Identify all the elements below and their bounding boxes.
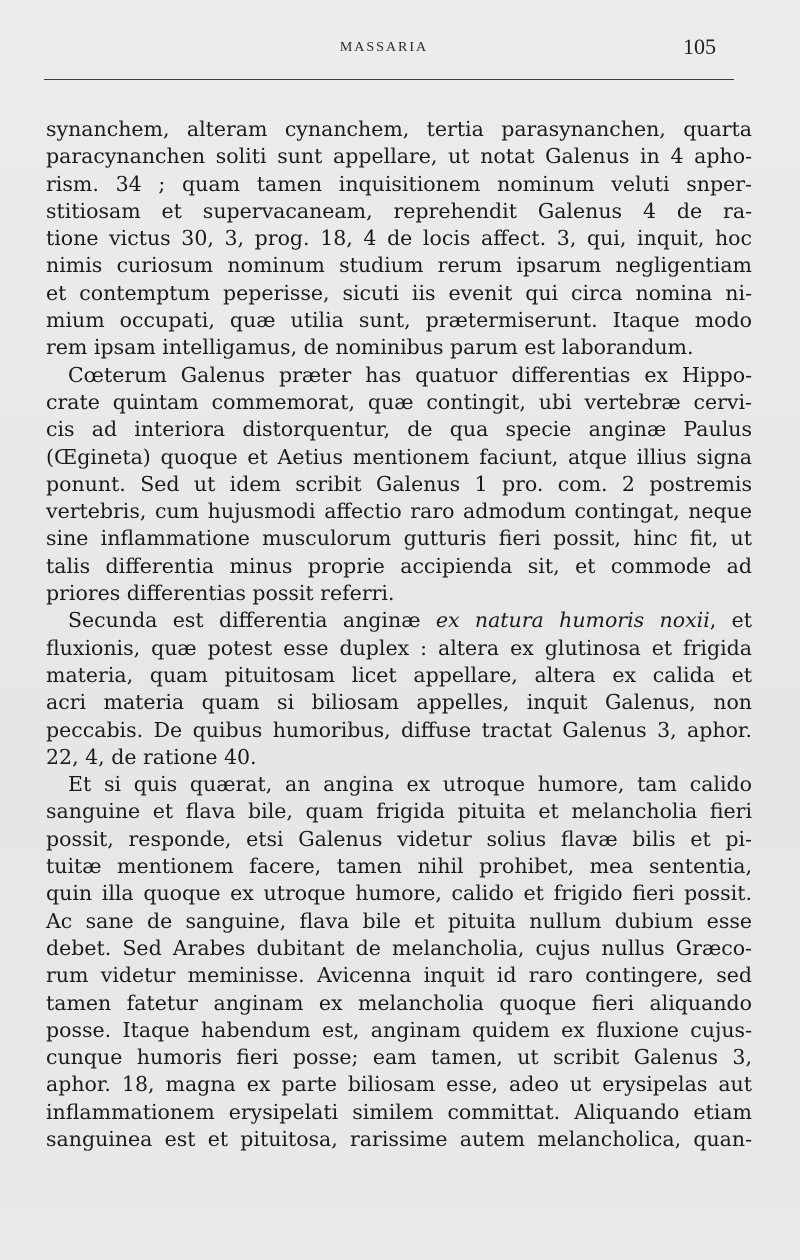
text-line: Cœterum Galenus præter has quatuor differentias ex Hippo- <box>68 362 752 387</box>
text-line: stitiosam et supervacaneam, reprehendit Galenus 4 de ra- <box>46 198 752 223</box>
body-text <box>46 116 752 1153</box>
text-line: priores differentias possit referri. <box>46 581 395 606</box>
text-line: cunque humoris fieri posse; eam tamen, ut scribit Galenus 3, <box>46 1045 752 1070</box>
text-line: quin illa quoque ex utroque humore, calido et frigido fieri possit. <box>46 881 752 906</box>
header-rule <box>44 79 734 80</box>
text-line: possit, responde, etsi Galenus videtur solius flavæ bilis et pi- <box>46 826 752 851</box>
text-line: materia, quam pituitosam licet appellare, altera ex calida et <box>46 662 752 687</box>
text-line: vertebris, cum hujusmodi affectio raro admodum contingat, neque <box>46 499 752 524</box>
text-line: rem ipsam intelligamus, de nominibus parum est laborandum. <box>46 335 694 360</box>
text-line: acri materia quam si biliosam appelles, inquit Galenus, non <box>46 690 752 715</box>
text-segment: Secunda est differentia anginæ <box>68 608 436 633</box>
text-line: debet. Sed Arabes dubitant de melancholia, cujus nullus Græco- <box>46 935 752 960</box>
text-line: 22, 4, de ratione 40. <box>46 744 257 769</box>
text-line: et contemptum peperisse, sicuti iis evenit qui circa nomina ni- <box>46 280 752 305</box>
text-line: Ac sane de sanguine, flava bile et pituita nullum dubium esse <box>46 908 752 933</box>
text-line: paracynanchen soliti sunt appellare, ut notat Galenus in 4 apho- <box>46 144 752 169</box>
text-line: mium occupati, quæ utilia sunt, prætermiserunt. Itaque modo <box>46 308 752 333</box>
text-line: posse. Itaque habendum est, anginam quidem ex fluxione cujus- <box>46 1017 752 1042</box>
text-line <box>46 607 752 634</box>
text-line: tamen fatetur anginam ex melancholia quoque fieri aliquando <box>46 990 752 1015</box>
text-line: inflammationem erysipelati similem committat. Aliquando etiam <box>46 1099 752 1124</box>
text-line: nimis curiosum nominum studium rerum ipsarum negligentiam <box>46 253 752 278</box>
text-line: sine inflammatione musculorum gutturis fieri possit, hinc fit, ut <box>46 526 752 551</box>
italic-segment: ex natura humoris noxii <box>435 608 710 633</box>
text-line: sanguinea est et pituitosa, rarissime autem melancholica, quan- <box>46 1126 752 1151</box>
running-head <box>44 34 724 64</box>
text-line: tuitæ mentionem facere, tamen nihil prohibet, mea sententia, <box>46 854 752 879</box>
running-title: MASSARIA <box>339 40 429 55</box>
text-line: crate quintam commemorat, quæ contingit, ubi vertebræ cervi- <box>46 389 752 414</box>
text-line: talis differentia minus proprie accipienda sit, et commode ad <box>46 553 752 578</box>
text-line: Et si quis quærat, an angina ex utroque humore, tam calido <box>68 772 752 797</box>
text-line: ponunt. Sed ut idem scribit Galenus 1 pro. com. 2 postremis <box>46 471 752 496</box>
text-line: cis ad interiora distorquentur, de qua specie anginæ Paulus <box>46 417 752 442</box>
text-line: rism. 34 ; quam tamen inquisitionem nominum veluti snper- <box>46 171 752 196</box>
text-line: tione victus 30, 3, prog. 18, 4 de locis affect. 3, qui, inquit, hoc <box>46 226 752 251</box>
text-line: aphor. 18, magna ex parte biliosam esse, adeo ut erysipelas aut <box>46 1072 752 1097</box>
text-line: peccabis. De quibus humoribus, diffuse tractat Galenus 3, aphor. <box>46 717 752 742</box>
text-line: synanchem, alteram cynanchem, tertia parasynanchen, quarta <box>46 117 752 141</box>
text-segment: , et <box>709 608 753 633</box>
text-line: fluxionis, quæ potest esse duplex : altera ex glutinosa et frigida <box>46 635 752 660</box>
page-number: 105 <box>683 34 716 59</box>
text-line: (Œgineta) quoque et Aetius mentionem faciunt, atque illius signa <box>46 444 752 469</box>
text-line: rum videtur meminisse. Avicenna inquit id raro contingere, sed <box>46 963 752 988</box>
text-line: sanguine et flava bile, quam frigida pituita et melancholia fieri <box>46 799 752 824</box>
